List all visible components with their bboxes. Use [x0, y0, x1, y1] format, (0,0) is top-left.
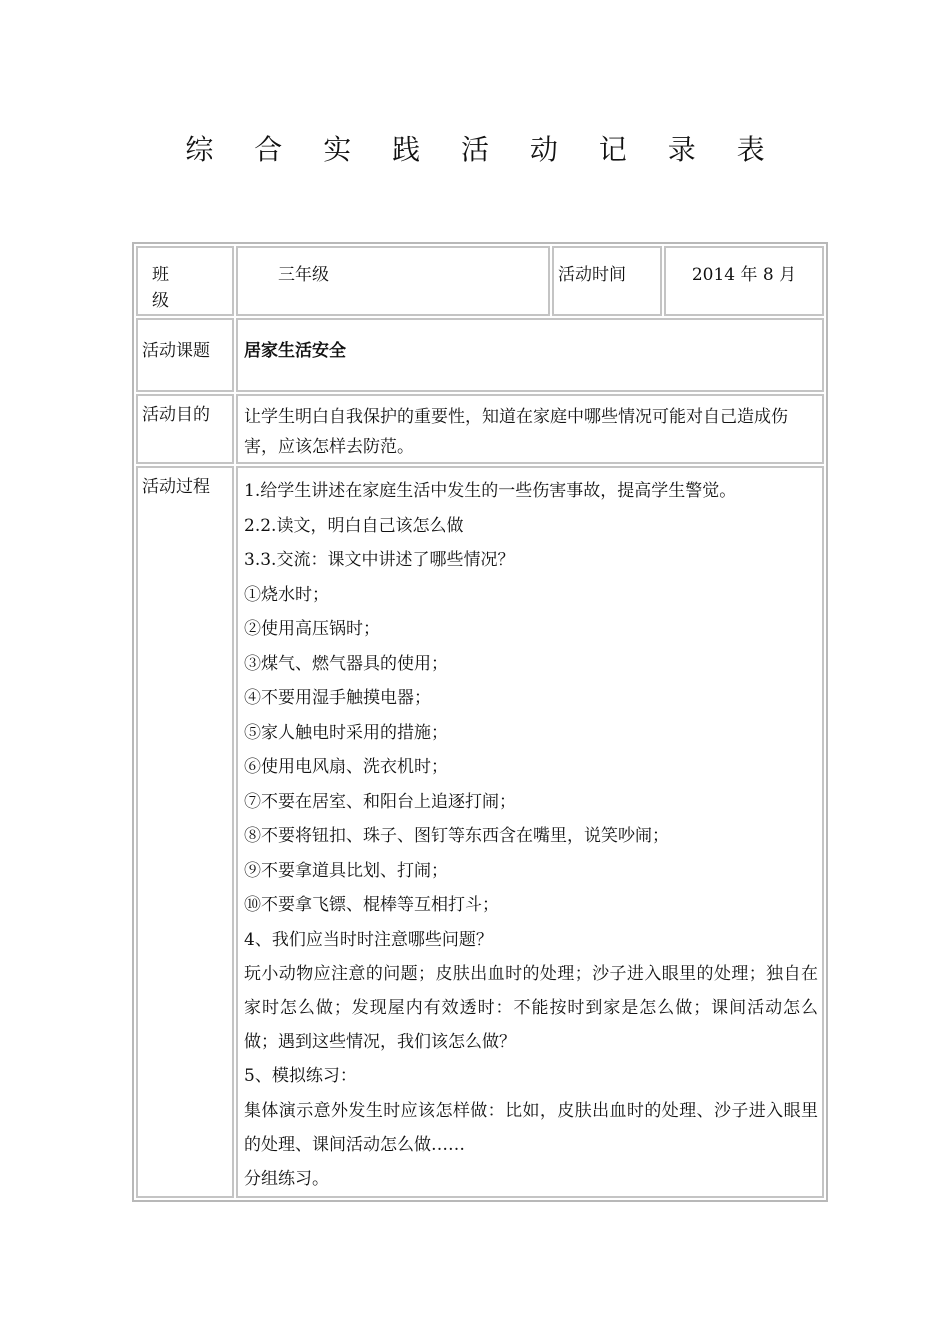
process-line: ⑥使用电风扇、洗衣机时； [244, 757, 448, 777]
process-paragraph: 玩小动物应注意的问题；皮肤出血时的处理；沙子进入眼里的处理；独自在家时怎么做；发现屋内有效透时：不能按时到家是怎么做；课间活动怎么做；遇到这些情况，我们该怎么做？ [244, 964, 818, 1052]
time-value: 2014 年 8 月 [664, 246, 824, 316]
process-paragraph: 集体演示意外发生时应该怎样做：比如，皮肤出血时的处理、沙子进入眼里的处理、课间活动怎么做…… [244, 1100, 818, 1155]
table-row [136, 394, 824, 464]
process-step: 5、模拟练习： [244, 1066, 357, 1086]
process-line: 1.给学生讲述在家庭生活中发生的一些伤害事故，提高学生警觉。 [244, 481, 737, 501]
topic-value: 居家生活安全 [236, 318, 824, 392]
class-label: 班 级 [136, 246, 234, 316]
process-label: 活动过程 [136, 466, 234, 1198]
table-row [136, 466, 824, 1198]
goal-value: 让学生明白自我保护的重要性，知道在家庭中哪些情况可能对自己造成伤害，应该怎样去防范。 [236, 394, 824, 464]
topic-label: 活动课题 [136, 318, 234, 392]
table-row [136, 246, 824, 316]
process-list [244, 474, 818, 957]
process-line: 3.3.交流：课文中讲述了哪些情况？ [244, 550, 515, 570]
process-line: ⑤家人触电时采用的措施； [244, 722, 448, 743]
time-label: 活动时间 [552, 246, 662, 316]
record-table [132, 242, 828, 1202]
process-line: ②使用高压锅时； [244, 619, 380, 639]
process-line: ①烧水时； [244, 584, 329, 605]
page-title: 综 合 实 践 活 动 记 录 表 [185, 133, 781, 166]
process-last-line: 分组练习。 [244, 1168, 329, 1189]
process-line: ⑦不要在居室、和阳台上追逐打闹； [244, 791, 516, 812]
process-line: ⑧不要将钮扣、珠子、图钉等东西含在嘴里，说笑吵闹； [244, 826, 669, 846]
process-line: ⑨不要拿道具比划、打闹； [244, 860, 448, 881]
process-line: ④不要用湿手触摸电器； [244, 688, 431, 708]
process-line: ⑩不要拿飞镖、棍棒等互相打斗； [244, 895, 499, 915]
process-line: ③煤气、燃气器具的使用； [244, 653, 448, 674]
goal-label: 活动目的 [136, 394, 234, 464]
class-value: 三年级 [236, 246, 550, 316]
process-line: 4、我们应当时时注意哪些问题？ [244, 929, 493, 950]
table-row [136, 318, 824, 392]
process-content [236, 466, 824, 1198]
process-line: 2.2.读文，明白自己该怎么做 [244, 515, 464, 536]
